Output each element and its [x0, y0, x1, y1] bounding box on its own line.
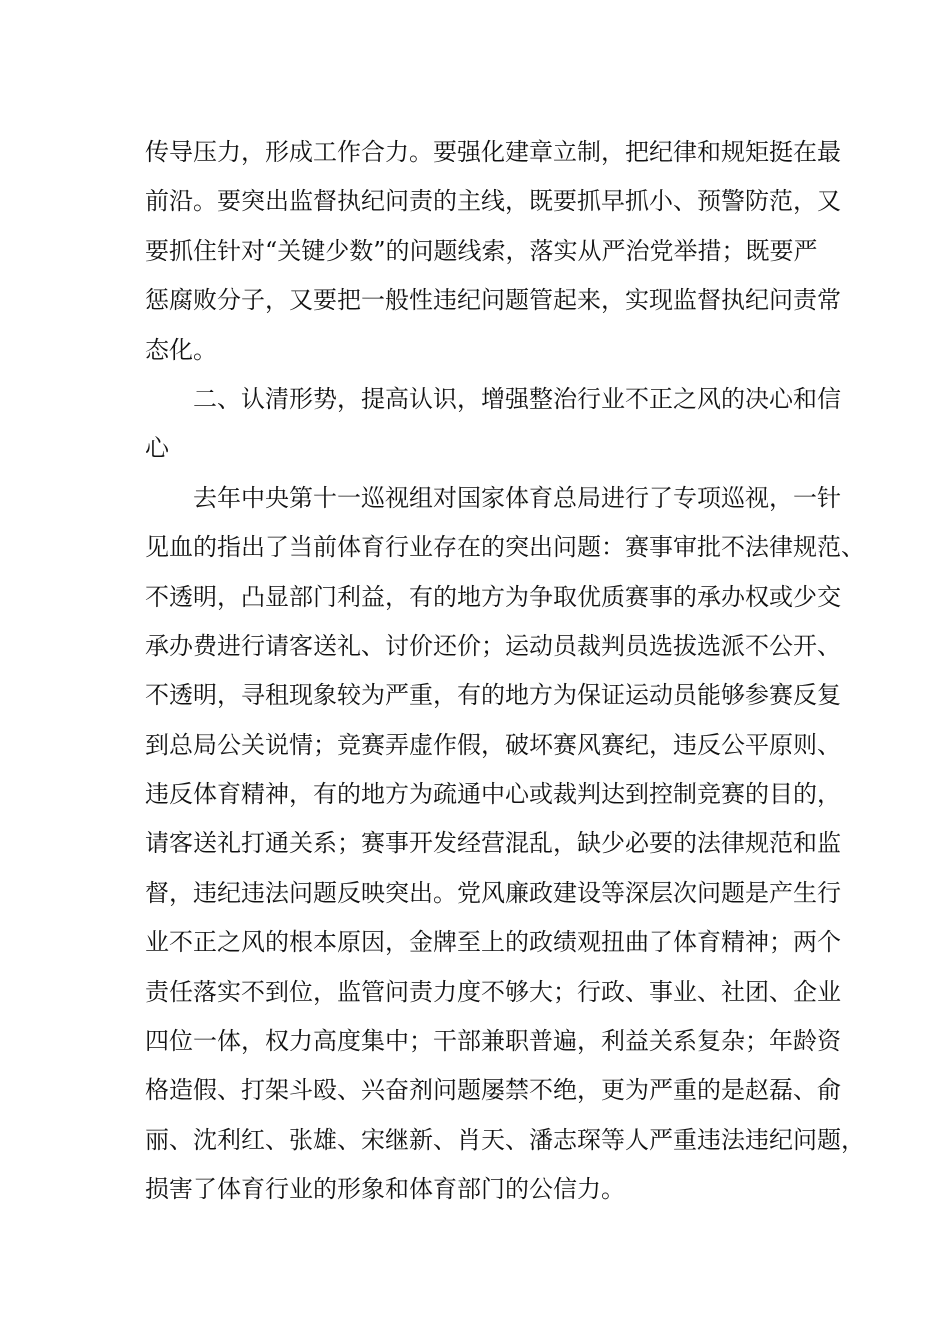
section-heading-2	[145, 375, 841, 474]
paragraph-line: 违反体育精神，有的地方为疏通中心或裁判达到控制竞赛的目的，	[145, 780, 841, 809]
paragraph-line: 不透明，寻租现象较为严重，有的地方为保证运动员能够参赛反复	[145, 681, 841, 710]
paragraph-line: 惩腐败分子，又要把一般性违纪问题管起来，实现监督执纪问责常	[145, 286, 841, 315]
paragraph-line: 见血的指出了当前体育行业存在的突出问题：赛事审批不法律规范、	[145, 533, 865, 562]
paragraph-line: 去年中央第十一巡视组对国家体育总局进行了专项巡视，一针	[193, 483, 841, 512]
paragraph-line: 请客送礼打通关系；赛事开发经营混乱，缺少必要的法律规范和监	[145, 829, 841, 858]
document-body	[145, 128, 865, 1215]
paragraph-2	[145, 474, 865, 1215]
paragraph-line: 督，违纪违法问题反映突出。党风廉政建设等深层次问题是产生行	[145, 878, 841, 907]
paragraph-1	[145, 128, 841, 375]
paragraph-line: 传导压力，形成工作合力。要强化建章立制，把纪律和规矩挺在最	[145, 138, 841, 166]
heading-line: 二、认清形势，提高认识，增强整治行业不正之风的决心和信	[193, 384, 841, 413]
paragraph-line: 责任落实不到位，监管问责力度不够大；行政、事业、社团、企业	[145, 977, 841, 1006]
paragraph-line: 前沿。要突出监督执纪问责的主线，既要抓早抓小、预警防范，又	[145, 187, 841, 216]
paragraph-line: 到总局公关说情；竞赛弄虚作假，破坏赛风赛纪，违反公平原则、	[145, 730, 841, 759]
paragraph-line: 损害了体育行业的形象和体育部门的公信力。	[145, 1175, 625, 1204]
paragraph-line: 态化。	[145, 335, 217, 364]
paragraph-line: 业不正之风的根本原因，金牌至上的政绩观扭曲了体育精神；两个	[145, 928, 841, 957]
heading-line: 心	[145, 434, 169, 463]
paragraph-line: 承办费进行请客送礼、讨价还价；运动员裁判员选拔选派不公开、	[145, 631, 841, 660]
paragraph-line: 四位一体，权力高度集中；干部兼职普遍，利益关系复杂；年龄资	[145, 1027, 841, 1056]
paragraph-line: 格造假、打架斗殴、兴奋剂问题屡禁不绝，更为严重的是赵磊、俞	[145, 1076, 841, 1105]
paragraph-line: 要抓住针对“关键少数”的问题线索，落实从严治党举措；既要严	[145, 236, 818, 265]
paragraph-line: 丽、沈利红、张雄、宋继新、肖天、潘志琛等人严重违法违纪问题，	[145, 1125, 865, 1154]
paragraph-line: 不透明，凸显部门利益，有的地方为争取优质赛事的承办权或少交	[145, 582, 841, 611]
